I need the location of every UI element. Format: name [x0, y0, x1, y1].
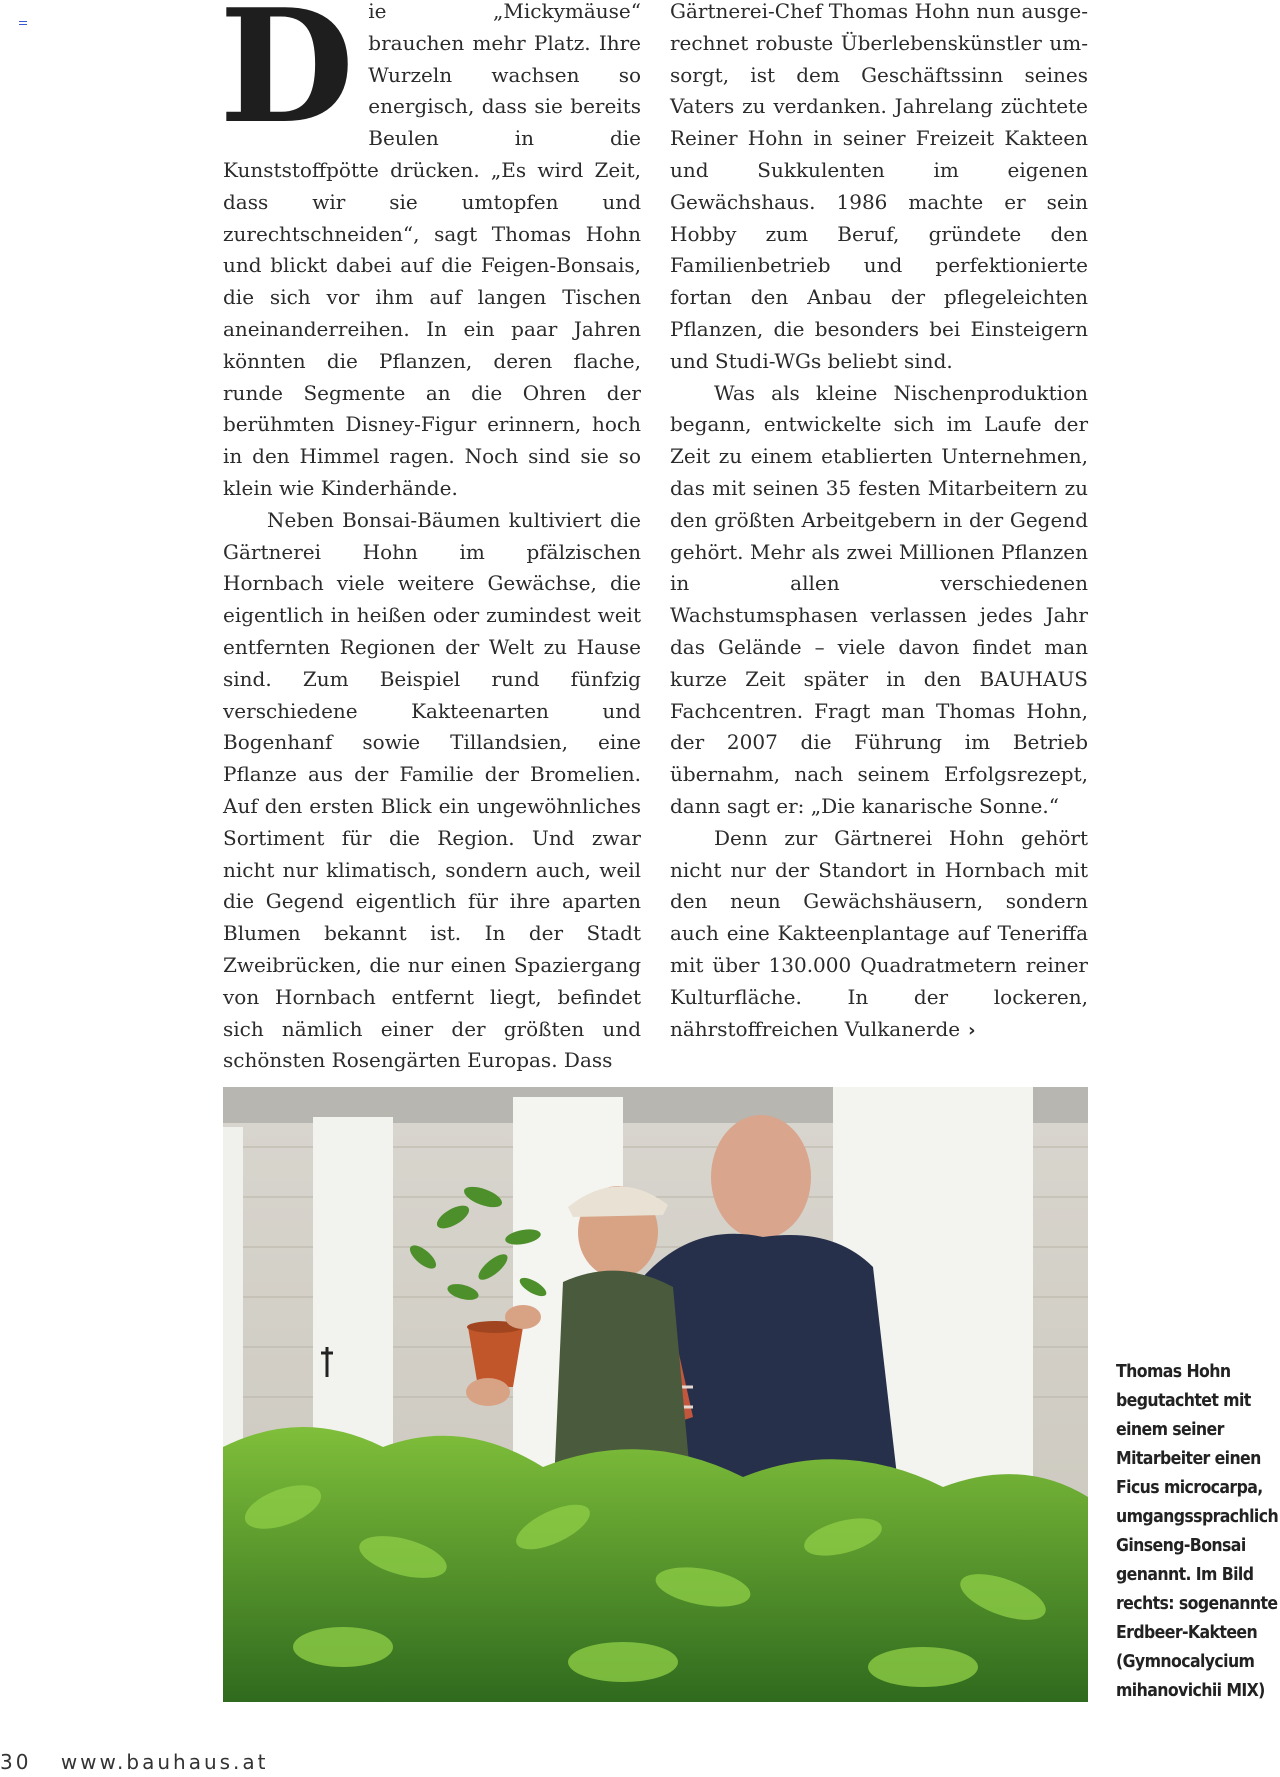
- continue-chevron-icon: ›: [968, 1019, 976, 1041]
- photo-caption: Thomas Hohn begutachtet mit einem seiner Mitarbeiter einen Ficus microcarpa, umgangssprachlich Ginseng-Bonsai genannt. Im Bild rechts: sogenannte Erdbeer-Kakteen (Gymnocalycium mihanovichii MIX): [1116, 1362, 1279, 1701]
- article-paragraph: [670, 823, 1088, 1047]
- article-paragraph: Neben Bonsai-Bäumen kultiviert die Gärtnerei Hohn im pfälzischen Hornbach viele weitere Gewächse, die eigentlich in heißen oder zumindest weit entfernten Regionen der Welt zu Hause sind. Zum Beispiel rund fünfzig verschiedene Kakteenarten und Bogenhanf sowie Tillandsien, eine Pflanze aus der Familie der Bromelien. Auf den ersten Blick ein ungewöhnliches Sortiment für die Region. Und zwar nicht nur klimatisch, sondern auch, weil die Gegend eigentlich für ihre aparten Blumen bekannt ist. In der Stadt Zweibrücken, die nur einen Spaziergang von Hornbach entfernt liegt, befindet sich nämlich einer der größten und schönsten Rosengärten Europas. Dass: [223, 507, 641, 1073]
- page-footer: [0, 1750, 269, 1776]
- article-column-right: [670, 0, 1088, 1046]
- paragraph-text: Denn zur Gärtnerei Hohn gehört nicht nur der Standort in Hornbach mit den neun Gewächshäusern, sondern auch eine Kakteenplantage auf Teneriffa mit über 130.000 Quadratmetern reiner Kulturfläche. In der lockeren, nährstoffreichen Vulkanerde: [670, 825, 1088, 1041]
- photo-illustration: [223, 1087, 1088, 1702]
- paragraph-text: ie „Mickymäuse“ brauchen mehr Platz. Ihre Wurzeln wachsen so energisch, dass sie bereits Beulen in die Kunststoffpötte drücken. „Es wird Zeit, dass wir sie umtopfen und zurechtschneiden“, sagt Thomas Hohn und blickt dabei auf die Feigen-Bonsais, die sich vor ihm auf langen Tischen aneinanderreihen. In ein paar Jahren könnten die Pflanzen, deren flache, runde Segmente an die Ohren der berühmten Disney-Figur erinnern, hoch in den Himmel ragen. Noch sind sie so klein wie Kinderhände.: [223, 0, 641, 500]
- greenhouse-photo: [223, 1087, 1088, 1702]
- article-paragraph: Was als kleine Nischenproduktion begann, entwickelte sich im Laufe der Zeit zu einem etablierten Unternehmen, das mit seinen 35 festen Mitarbeitern zu den größten Arbeitgebern in der Gegend gehört. Mehr als zwei Millionen Pflanzen in allen verschiedenen Wachstumsphasen verlassen jedes Jahr das Gelände – viele davon findet man kurze Zeit später in den BAUHAUS Fachcentren. Fragt man Thomas Hohn, der 2007 die Führung im Betrieb übernahm, nach seinem Erfolgsrezept, dann sagt er: „Die kanarische Sonne.“: [670, 380, 1088, 818]
- drop-cap: D: [219, 0, 355, 158]
- article-paragraph: [219, 0, 641, 505]
- article-column-left: [219, 0, 641, 1077]
- menu-icon[interactable]: [19, 21, 27, 26]
- article-paragraph: Gärtnerei-Chef Thomas Hohn nun ausgerechnet robuste Überlebenskünstler umsorgt, ist dem Geschäftssinn seines Vaters zu verdanken. Jahrelang züchtete Reiner Hohn in seiner Freizeit Kakteen und Sukkulenten im eigenen Gewächshaus. 1986 machte er sein Hobby zum Beruf, gründete den Familienbetrieb und perfektionierte fortan den Anbau der pflegeleichten Pflanzen, die besonders bei Einsteigern und Studi-WGs beliebt sind.: [670, 0, 1088, 373]
- page-number: 30: [0, 1750, 32, 1774]
- footer-url[interactable]: www.bauhaus.at: [60, 1750, 269, 1774]
